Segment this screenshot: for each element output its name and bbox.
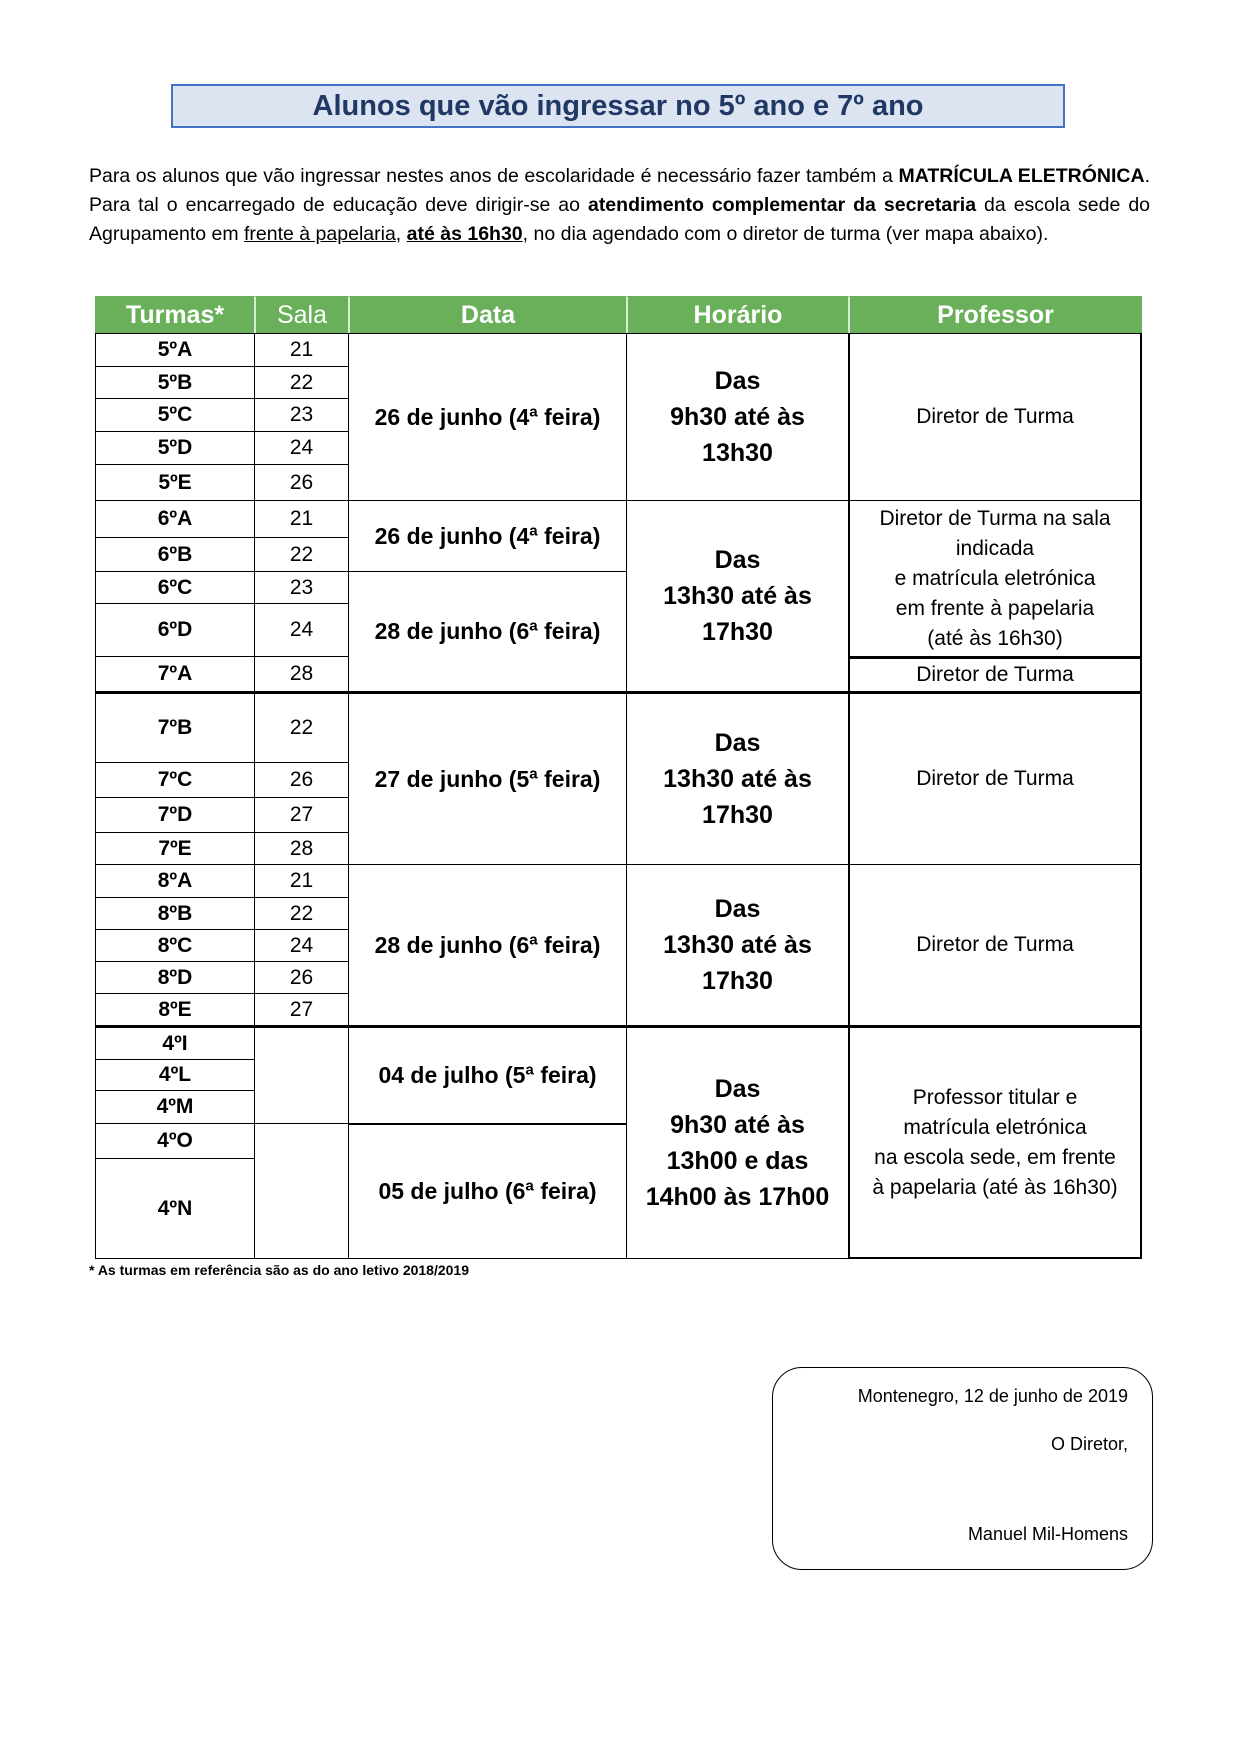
table-row-turma: 5ºA — [95, 333, 254, 366]
data-cell: 28 de junho (6ª feira) — [348, 864, 626, 1025]
horario-cell — [626, 500, 848, 691]
table-row-turma: 6ºA — [95, 500, 254, 537]
table-row-sala: 26 — [254, 464, 348, 500]
data-cell: 28 de junho (6ª feira) — [348, 571, 626, 691]
professor-line: Diretor de Turma — [916, 405, 1074, 428]
table-row-sala: 27 — [254, 993, 348, 1025]
professor-line: e matrícula eletrónica — [894, 566, 1096, 590]
table-row-turma: 6ºB — [95, 537, 254, 571]
table-row-sala: 24 — [254, 929, 348, 961]
signature-box — [772, 1367, 1153, 1570]
professor-cell — [848, 864, 1142, 1025]
table-row-turma: 8ºA — [95, 864, 254, 897]
professor-line: Diretor de Turma — [916, 767, 1074, 790]
table-row-sala: 22 — [254, 897, 348, 929]
table-row-sala: 21 — [254, 333, 348, 366]
table-row-sala: 26 — [254, 762, 348, 797]
professor-line: Professor titular e — [912, 1085, 1078, 1109]
intro-text: , no dia agendado com o diretor de turma (ver mapa abaixo). — [522, 223, 1049, 245]
professor-line: em frente à papelaria — [895, 596, 1095, 620]
table-row-turma: 4ºL — [95, 1059, 254, 1090]
table-row-sala: 27 — [254, 797, 348, 832]
signature-role: O Diretor, — [1050, 1434, 1128, 1454]
table-row-sala: 23 — [254, 398, 348, 431]
table-row-turma: 8ºD — [95, 961, 254, 993]
horario-line: Das — [714, 729, 761, 757]
professor-line: matrícula eletrónica — [903, 1115, 1087, 1139]
table-row-sala: 21 — [254, 500, 348, 537]
table-row-sala: 28 — [254, 832, 348, 864]
table-row-turma: 7ºB — [95, 691, 254, 762]
table-row-turma: 7ºE — [95, 832, 254, 864]
horario-line: 9h30 até às — [670, 1111, 805, 1139]
table-row-turma: 4ºO — [95, 1123, 254, 1158]
professor-cell — [848, 333, 1142, 500]
horario-line: Das — [714, 546, 761, 574]
sala-empty-cell — [254, 1123, 348, 1259]
horario-line: 9h30 até às — [670, 403, 805, 431]
data-cell: 26 de junho (4ª feira) — [348, 333, 626, 500]
table-row-turma: 4ºN — [95, 1158, 254, 1259]
table-row-turma: 5ºC — [95, 398, 254, 431]
professor-line: (até às 16h30) — [927, 626, 1063, 650]
table-row-turma: 6ºC — [95, 571, 254, 603]
professor-cell — [848, 1025, 1142, 1259]
table-row-turma: 5ºE — [95, 464, 254, 500]
table-row-turma: 6ºD — [95, 603, 254, 656]
header-sala: Sala — [254, 296, 348, 333]
horario-line: 13h00 e das — [666, 1147, 809, 1175]
data-cell: 05 de julho (6ª feira) — [348, 1123, 626, 1259]
intro-underline: frente à papelaria — [244, 223, 396, 245]
table-row-sala: 24 — [254, 431, 348, 464]
header-professor: Professor — [848, 296, 1142, 333]
horario-line: 13h30 até às — [663, 582, 812, 610]
horario-line: 13h30 até às — [663, 931, 812, 959]
horario-line: Das — [714, 367, 761, 395]
signature-place-date: Montenegro, 12 de junho de 2019 — [857, 1386, 1128, 1406]
professor-line: Diretor de Turma — [916, 663, 1074, 686]
header-horario: Horário — [626, 296, 848, 333]
title-box — [171, 84, 1065, 128]
professor-line: na escola sede, em frente — [874, 1145, 1116, 1169]
horario-line: 17h30 — [702, 967, 773, 995]
table-row-sala: 26 — [254, 961, 348, 993]
intro-text: da escola sede do Agrupamento em — [89, 194, 1151, 245]
table-row-sala: 22 — [254, 366, 348, 398]
table-row-turma: 5ºB — [95, 366, 254, 398]
data-cell: 04 de julho (5ª feira) — [348, 1025, 626, 1123]
table-row-turma: 4ºM — [95, 1090, 254, 1123]
data-cell: 27 de junho (5ª feira) — [348, 691, 626, 864]
header-turmas: Turmas* — [95, 296, 254, 333]
professor-cell — [848, 691, 1142, 864]
header-data: Data — [348, 296, 626, 333]
horario-line: 17h30 — [702, 618, 773, 646]
professor-line: Diretor de Turma — [916, 933, 1074, 956]
professor-line: indicada — [955, 536, 1035, 560]
table-row-turma: 4ºI — [95, 1025, 254, 1059]
page-title: Alunos que vão ingressar no 5º ano e 7º ano — [312, 89, 924, 122]
table-row-turma: 8ºC — [95, 929, 254, 961]
table-row-turma: 8ºB — [95, 897, 254, 929]
footnote: * As turmas em referência são as do ano letivo 2018/2019 — [89, 1262, 470, 1278]
table-row-sala: 28 — [254, 656, 348, 691]
intro-paragraph — [89, 162, 1150, 249]
table-row-sala: 23 — [254, 571, 348, 603]
professor-line: Diretor de Turma na sala — [879, 506, 1111, 530]
table-row-sala: 21 — [254, 864, 348, 897]
horario-line: 13h30 até às — [663, 765, 812, 793]
table-row-turma: 7ºD — [95, 797, 254, 832]
intro-text: Para os alunos que vão ingressar nestes anos de escolaridade é necessário fazer também a — [89, 165, 899, 187]
professor-cell — [848, 500, 1142, 656]
intro-bold-underline: até às 16h30 — [406, 223, 523, 245]
horario-line: 14h00 às 17h00 — [645, 1183, 830, 1211]
table-row-turma: 8ºE — [95, 993, 254, 1025]
intro-bold: atendimento complementar da secretaria — [587, 194, 977, 216]
horario-line: 17h30 — [702, 801, 773, 829]
table-row-sala: 22 — [254, 691, 348, 762]
intro-text: . Para tal o encarregado de educação deve dirigir-se ao — [89, 165, 1150, 216]
data-cell: 26 de junho (4ª feira) — [348, 500, 626, 571]
professor-line: à papelaria (até às 16h30) — [872, 1175, 1118, 1199]
professor-cell — [848, 656, 1142, 691]
sala-empty-cell — [254, 1025, 348, 1123]
table-row-turma: 7ºA — [95, 656, 254, 691]
signature-name: Manuel Mil-Homens — [967, 1524, 1128, 1544]
intro-text: , — [395, 223, 407, 245]
intro-bold: MATRÍCULA ELETRÓNICA — [898, 165, 1145, 187]
horario-line: 13h30 — [702, 439, 773, 467]
table-row-sala: 22 — [254, 537, 348, 571]
horario-line: Das — [714, 1075, 761, 1103]
horario-line: Das — [714, 895, 761, 923]
horario-cell — [626, 333, 848, 500]
table-row-turma: 7ºC — [95, 762, 254, 797]
horario-cell — [626, 1025, 848, 1259]
table-row-sala: 24 — [254, 603, 348, 656]
horario-cell — [626, 691, 848, 864]
table-row-turma: 5ºD — [95, 431, 254, 464]
horario-cell — [626, 864, 848, 1025]
